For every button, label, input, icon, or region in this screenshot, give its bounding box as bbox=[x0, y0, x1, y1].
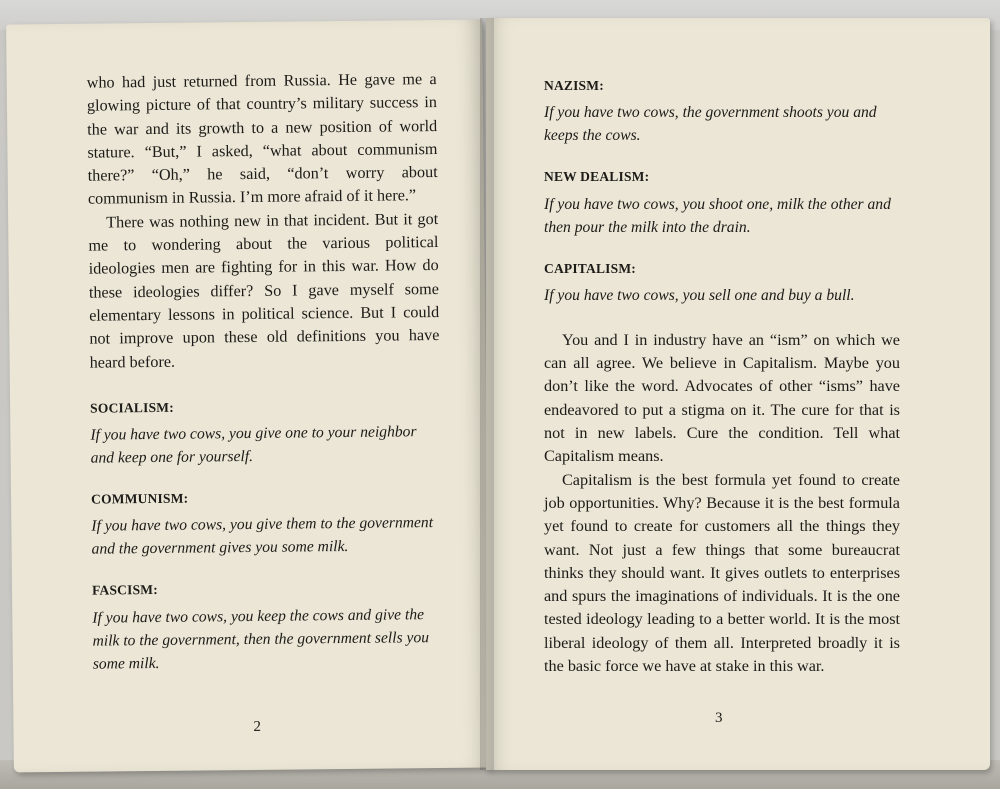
left-paragraph-1: who had just returned from Russia. He gave me a glowing picture of that country’s military success in the war and its growth to a new position of world stature. “But,” I asked, “what about communism there?” “Oh,” he said, “don’t worry about communism in Russia. I’m more afraid of it here.” bbox=[86, 70, 438, 209]
definition-term-nazism: NAZISM: bbox=[544, 78, 604, 93]
left-paragraph-2: There was nothing new in that incident. But it got me to wondering about the various political ideologies men are fighting for in this war. How do these ideologies differ? So I gave myself some elementary lessons in political science. But I could not improve upon these old definitions you have heard before. bbox=[88, 209, 440, 372]
definition-term-communism: COMMUNISM: bbox=[90, 490, 189, 507]
definition-term-capitalism: CAPITALISM: bbox=[544, 260, 636, 276]
page-number-right: 3 bbox=[715, 710, 723, 726]
left-page-text bbox=[87, 68, 443, 675]
right-paragraph-2: Capitalism is the best formula yet found to create job opportunities. Why? Because it is the best formula yet found to create for customers all the things they want. Not just a few things that some bureaucrat thinks they should want. It gives outlets to enterprises and spurs the imaginations of individuals. It is the one tested ideology leading to a better world. It is the most liberal ideology of them all. Interpreted broadly it is the basic force we have at stake in this war. bbox=[544, 470, 900, 676]
right-paragraph-1: You and I in industry have an “ism” on which we can all agree. We believe in Capitalism. Maybe you don’t like the word. Advocates of other “isms” have endeavored to put a stigma on it. The cure for that is not in new labels. Cure the condition. Tell what Capitalism means. bbox=[544, 330, 900, 466]
book-gutter bbox=[480, 18, 494, 770]
right-page-text bbox=[544, 74, 900, 678]
definition-term-socialism: SOCIALISM: bbox=[90, 399, 174, 416]
left-page bbox=[6, 20, 490, 773]
definition-text-nazism: If you have two cows, the government shoots you and keeps the cows. bbox=[544, 104, 877, 145]
definition-text-fascism: If you have two cows, you keep the cows and give the milk to the government, then the government sells you some milk. bbox=[92, 605, 430, 673]
definition-text-communism: If you have two cows, you give them to the government and the government gives you some milk. bbox=[91, 514, 434, 559]
page-number-left: 2 bbox=[253, 718, 262, 735]
definition-text-capitalism: If you have two cows, you sell one and buy a bull. bbox=[544, 286, 855, 304]
definition-term-fascism: FASCISM: bbox=[91, 582, 158, 599]
definition-text-new-dealism: If you have two cows, you shoot one, milk the other and then pour the milk into the drain. bbox=[544, 195, 891, 236]
definition-term-new-dealism: NEW DEALISM: bbox=[544, 169, 650, 185]
right-page bbox=[486, 18, 990, 770]
definition-text-socialism: If you have two cows, you give one to your neighbor and keep one for yourself. bbox=[90, 423, 417, 467]
